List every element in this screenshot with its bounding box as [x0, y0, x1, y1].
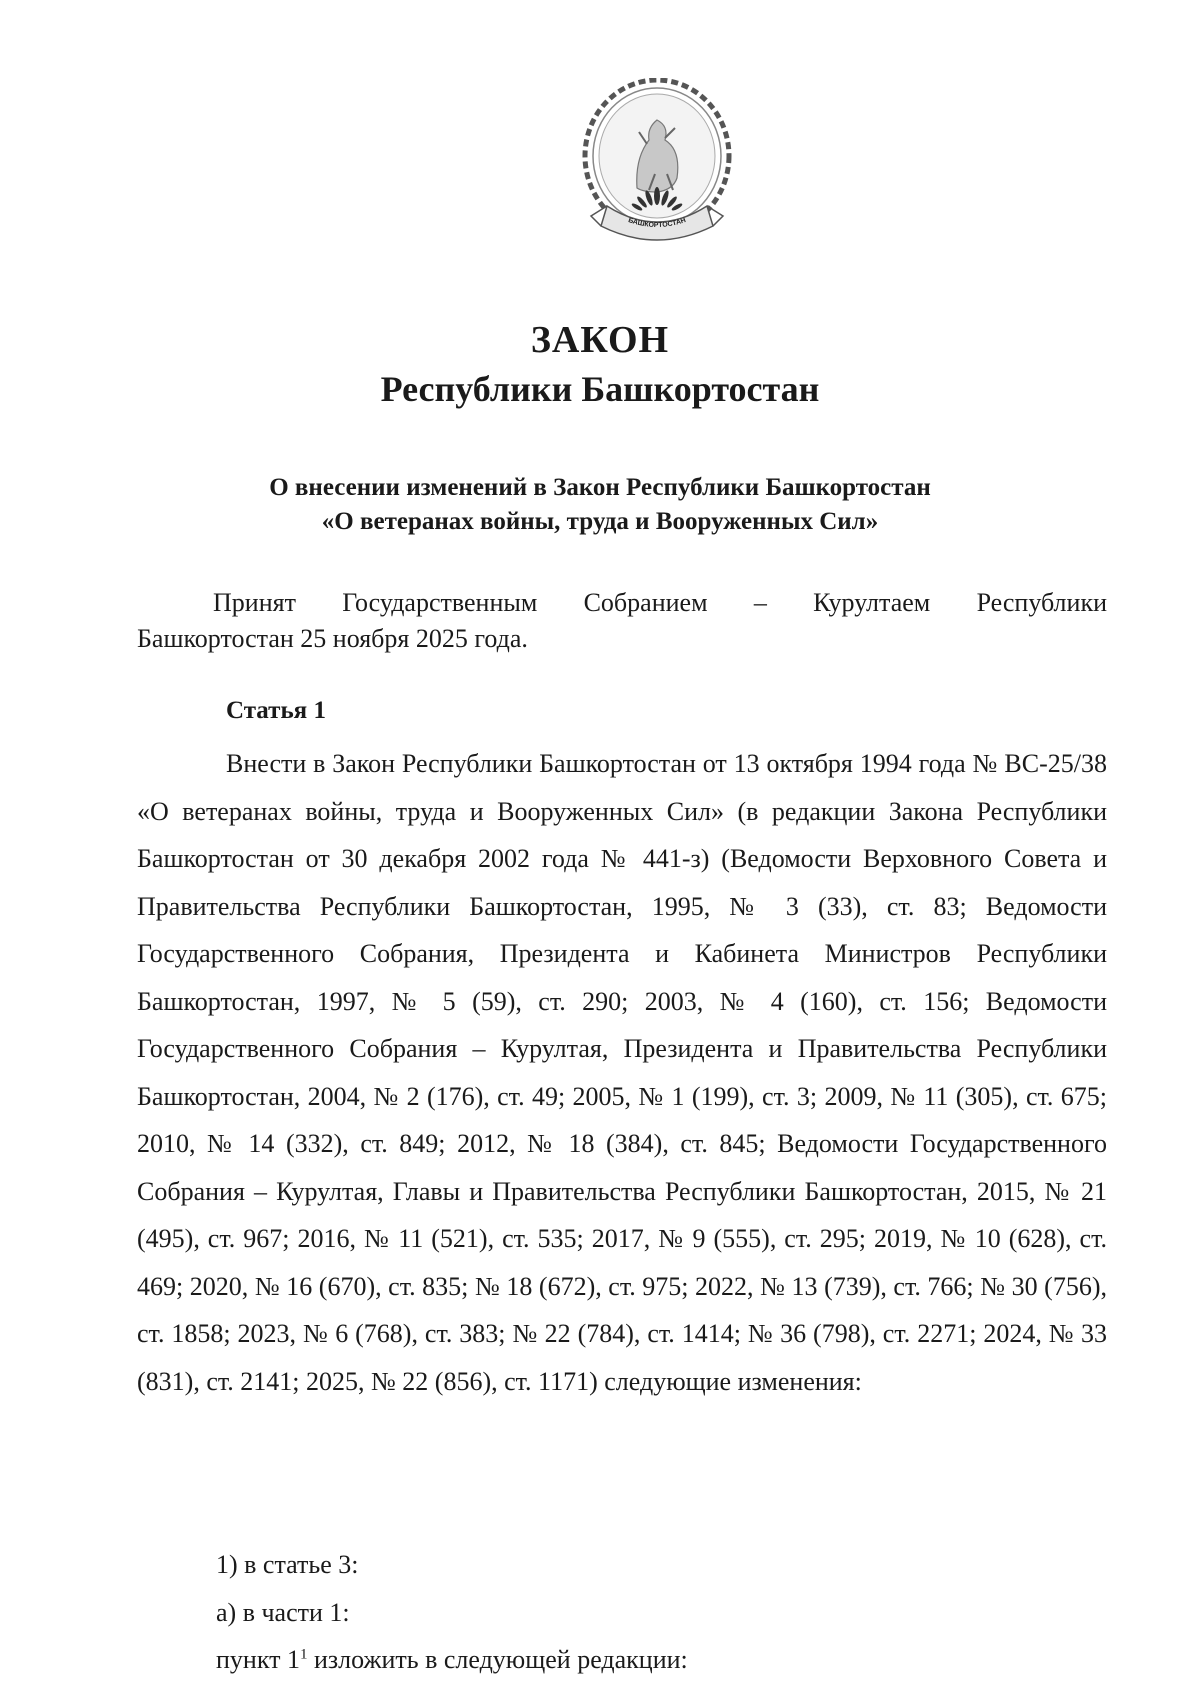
adoption-line-2: Башкортостан 25 ноября 2025 года.: [137, 624, 528, 653]
article-heading: Статья 1: [226, 697, 326, 724]
item-superscript: 1: [299, 1646, 308, 1663]
item-suffix: изложить в следующей редакции:: [307, 1645, 688, 1674]
subject-line-1: О внесении изменений в Закон Республики Башкортостан: [269, 474, 931, 501]
list-item: 1) в статье 3:: [216, 1550, 359, 1579]
article-body: Внести в Закон Республики Башкортостан от 13 октября 1994 года № ВС-25/38 «О ветеранах войны, труда и Вооруженных Сил» (в редакции Закона Республики Башкортостан от 30 декабря 2002 года № 441-з) (Ведомости Верховного Совета и Правительства Республики Башкортостан, 1995, № 3 (33), ст. 83; Ведомости Государственного Собрания, Президента и Кабинета Министров Республики Башкортостан, 1997, № 5 (59), ст. 290; 2003, № 4 (160), ст. 156; Ведомости Государственного Собрания – Курултая, Президента и Правительства Республики Башкортостан, 2004, № 2 (176), ст. 49; 2005, № 1 (199), ст. 3; 2009, № 11 (305), ст. 675; 2010, № 14 (332), ст. 849; 2012, № 18 (384), ст. 845; Ведомости Государственного Собрания – Курултая, Главы и Правительства Республики Башкортостан, 2015, № 21 (495), ст. 967; 2016, № 11 (521), ст. 535; 2017, № 9 (555), ст. 295; 2019, № 10 (628), ст. 469; 2020, № 16 (670), ст. 835; № 18 (672), ст. 975; 2022, № 13 (739), ст. 766; № 30 (756), ст. 1858; 2023, № 6 (768), ст. 383; № 22 (784), ст. 1414; № 36 (798), ст. 2271; 2024, № 33 (831), ст. 2141; 2025, № 22 (856), ст. 1171) следующие изменения:: [137, 749, 1107, 1396]
document-title-sub: Республики Башкортостан: [380, 369, 820, 409]
document-title: ЗАКОН: [530, 319, 670, 361]
item-prefix: пункт 1: [216, 1645, 300, 1674]
adoption-line-1: Принят Государственным Собранием – Курултаем Республики: [213, 588, 1107, 617]
list-item: [216, 1645, 688, 1675]
emblem-ribbon-text: БАШКОРТОСТАН: [627, 216, 687, 230]
list-item: а) в части 1:: [216, 1598, 350, 1627]
coat-of-arms-icon: [577, 78, 737, 258]
subject-line-2: «О ветеранах войны, труда и Вооруженных Сил»: [321, 508, 879, 535]
